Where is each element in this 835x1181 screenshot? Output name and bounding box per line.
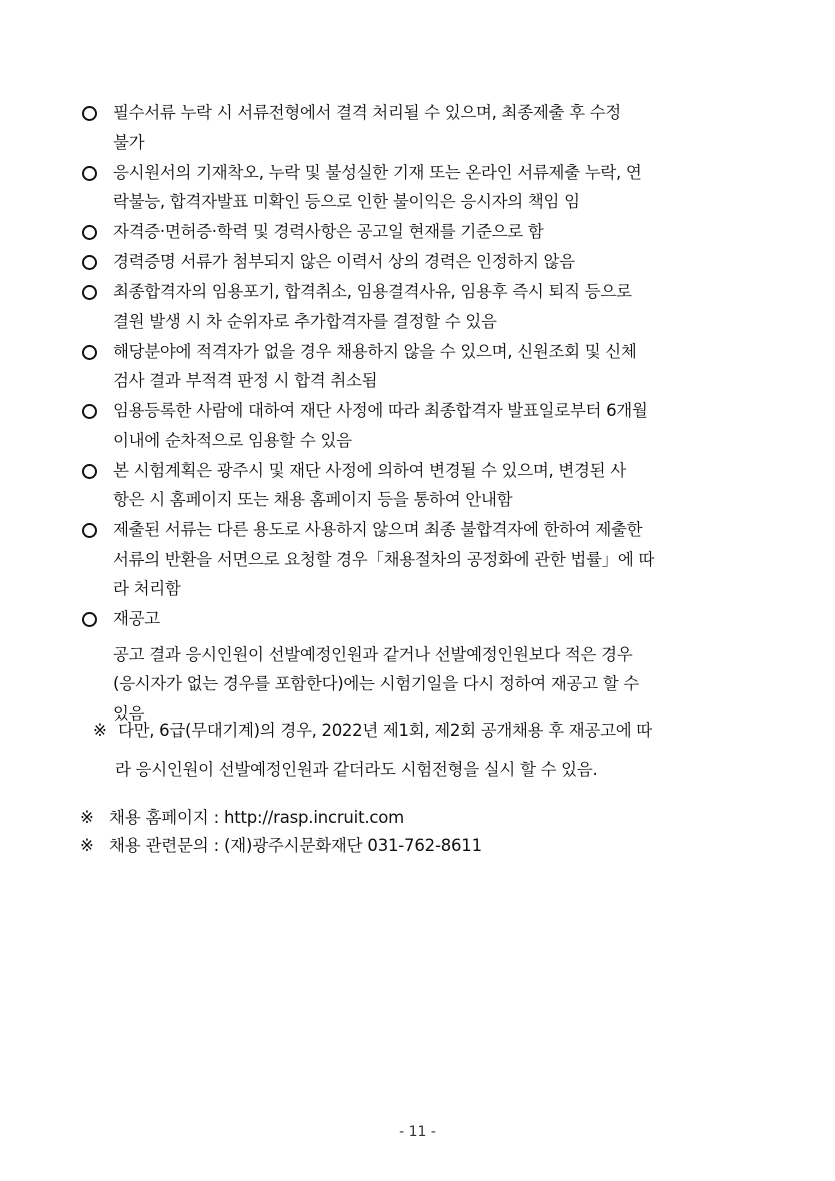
- circle-bullet-icon: [82, 255, 97, 270]
- notice-list: [80, 98, 760, 729]
- notice-text: 필수서류 누락 시 서류전형에서 결격 처리될 수 있으며, 최종제출 후 수정: [113, 103, 621, 122]
- circle-bullet-icon: [82, 225, 97, 240]
- readvert-text: 공고 결과 응시인원이 선발예정인원과 같거나 선발예정인원보다 적은 경우: [113, 644, 633, 664]
- notice-text: 서류의 반환을 서면으로 요청할 경우「채용절차의 공정화에 관한 법률」에 따: [113, 549, 655, 569]
- note-text: 라 응시인원이 선발예정인원과 같더라도 시험전형을 실시 할 수 있음.: [115, 759, 598, 779]
- circle-bullet-icon: [82, 464, 97, 479]
- notice-text: 본 시험계획은 광주시 및 재단 사정에 의하여 변경될 수 있으며, 변경된 사: [113, 460, 626, 480]
- circle-bullet-icon: [82, 523, 97, 538]
- notice-item-8: [80, 456, 760, 515]
- circle-bullet-icon: [82, 166, 97, 181]
- notice-text: 자격증·면허증·학력 및 경력사항은 공고일 현재를 기준으로 함: [113, 222, 544, 241]
- notice-item-2: [80, 158, 760, 217]
- notice-text: 불가: [113, 132, 145, 152]
- contact-inquiry: [80, 832, 760, 860]
- circle-bullet-icon: [82, 612, 97, 627]
- contact-inquiry-text: 채용 관련문의 : (재)광주시문화재단 031-762-8611: [109, 836, 482, 855]
- notice-text: 락불능, 합격자발표 미확인 등으로 인한 불이익은 응시자의 책임 임: [113, 192, 580, 211]
- notice-text: 라 처리함: [113, 579, 181, 598]
- circle-bullet-icon: [82, 285, 97, 300]
- circle-bullet-icon: [82, 106, 97, 121]
- notice-text: 결원 발생 시 차 순위자로 추가합격자를 결정할 수 있음: [113, 311, 497, 331]
- notice-text: 최종합격자의 임용포기, 합격취소, 임용결격사유, 임용후 즉시 퇴직 등으로: [113, 282, 632, 301]
- contact-homepage: [80, 804, 760, 832]
- notice-text: 응시원서의 기재착오, 누락 및 불성실한 기재 또는 온라인 서류제출 누락, 연: [113, 162, 642, 182]
- page-number: - 11 -: [399, 1124, 436, 1140]
- notice-item-4: [80, 247, 760, 277]
- notice-text: 검사 결과 부적격 판정 시 합격 취소됨: [113, 371, 378, 390]
- note-text: 다만, 6급(무대기계)의 경우, 2022년 제1회, 제2회 공개채용 후 재공고에 따: [117, 721, 652, 740]
- readvert-body: [113, 640, 760, 729]
- notice-text: 경력증명 서류가 첨부되지 않은 이력서 상의 경력은 인정하지 않음: [113, 252, 575, 271]
- readvert-text: (응시자가 없는 경우를 포함한다)에는 시험기일을 다시 정하여 재공고 할 수: [113, 674, 639, 693]
- notice-item-5: [80, 277, 760, 336]
- notice-text: 이내에 순차적으로 임용할 수 있음: [113, 430, 352, 450]
- circle-bullet-icon: [82, 404, 97, 419]
- notice-item-7: [80, 396, 760, 455]
- notice-item-1: [80, 98, 760, 157]
- reference-mark-icon: ※: [93, 721, 107, 740]
- notice-item-readvert: [80, 604, 760, 728]
- notice-text: 해당분야에 적격자가 없을 경우 채용하지 않을 수 있으며, 신원조회 및 신체: [113, 341, 637, 361]
- reference-mark-icon: ※: [80, 836, 94, 855]
- notice-text: 임용등록한 사람에 대하여 재단 사정에 따라 최종합격자 발표일로부터 6개월: [113, 401, 648, 420]
- reference-mark-icon: ※: [80, 808, 94, 827]
- contact-homepage-text: 채용 홈페이지 : http://rasp.incruit.com: [109, 808, 405, 827]
- notice-text: 항은 시 홈페이지 또는 채용 홈페이지 등을 통하여 안내함: [113, 490, 513, 509]
- readvert-text: 있음: [113, 703, 145, 723]
- notice-item-3: [80, 217, 760, 247]
- readvert-note: [93, 716, 763, 784]
- notice-item-6: [80, 337, 760, 396]
- circle-bullet-icon: [82, 345, 97, 360]
- readvert-title: 재공고: [113, 609, 160, 628]
- notice-item-9: [80, 515, 760, 604]
- notice-text: 제출된 서류는 다른 용도로 사용하지 않으며 최종 불합격자에 한하여 제출한: [113, 520, 643, 539]
- contact-info: [80, 804, 760, 860]
